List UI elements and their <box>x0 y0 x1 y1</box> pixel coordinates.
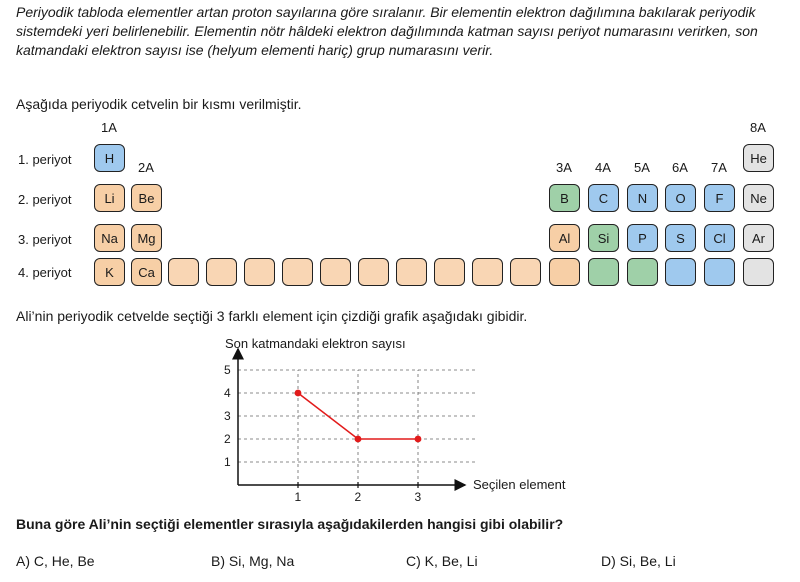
option-a[interactable]: A) C, He, Be <box>16 553 95 569</box>
d-block-cell <box>168 258 199 286</box>
element-he: He <box>743 144 774 172</box>
intro-paragraph: Periyodik tabloda elementler artan proton sayılarına göre sıralanır. Bir elementin elektron dağılımına bakılarak periyodik sistemdeki yeri belirlenebilir. Elementin nötr hâldeki elektron dağılımında katman sayısı periyot numarasını verirken, son katmandaki elektron sayısı ise (helyum elementi hariç) grup numarasını verir. <box>16 4 758 58</box>
d-block-cell <box>510 258 541 286</box>
periodic-table <box>0 118 800 288</box>
electron-chart <box>195 335 615 505</box>
element-c: C <box>588 184 619 212</box>
y-tick-label: 1 <box>224 455 231 469</box>
d-block-cell <box>358 258 389 286</box>
group3-cell <box>549 258 580 286</box>
group-label-3a: 3A <box>556 160 572 175</box>
element-f: F <box>704 184 735 212</box>
option-c[interactable]: C) K, Be, Li <box>406 553 478 569</box>
group-label-5a: 5A <box>634 160 650 175</box>
d-block-cell <box>206 258 237 286</box>
data-point <box>415 436 422 443</box>
y-tick-label: 2 <box>224 432 231 446</box>
data-point <box>295 390 302 397</box>
element-p: P <box>627 224 658 252</box>
group-label-7a: 7A <box>711 160 727 175</box>
period-label-3: 3. periyot <box>18 232 72 247</box>
element-be: Be <box>131 184 162 212</box>
group-label-1a: 1A <box>101 120 117 135</box>
period-label-1: 1. periyot <box>18 152 72 167</box>
d-block-cell <box>244 258 275 286</box>
x-tick-label: 1 <box>294 490 302 504</box>
y-axis-label: Son katmandaki elektron sayısı <box>225 336 406 351</box>
group4-cell <box>588 258 619 286</box>
element-n: N <box>627 184 658 212</box>
question-text: Buna göre Ali’nin seçtiği elementler sırasıyla aşağıdakilerden hangisi gibi olabilir? <box>16 516 564 532</box>
data-point <box>355 436 362 443</box>
element-al: Al <box>549 224 580 252</box>
element-li: Li <box>94 184 125 212</box>
element-na: Na <box>94 224 125 252</box>
d-block-cell <box>434 258 465 286</box>
element-ne: Ne <box>743 184 774 212</box>
group6-cell <box>665 258 696 286</box>
table-intro: Aşağıda periyodik cetvelin bir kısmı verilmiştir. <box>16 96 302 112</box>
element-cl: Cl <box>704 224 735 252</box>
element-b: B <box>549 184 580 212</box>
group5-cell <box>627 258 658 286</box>
period-label-4: 4. periyot <box>18 265 72 280</box>
group-label-2a: 2A <box>138 160 154 175</box>
option-b[interactable]: B) Si, Mg, Na <box>211 553 295 569</box>
chart-intro: Ali’nin periyodik cetvelde seçtiği 3 farklı element için çizdiği grafik aşağıdakı gibidir. <box>16 308 528 324</box>
d-block-cell <box>282 258 313 286</box>
x-axis-label: Seçilen element <box>473 477 566 492</box>
y-tick-label: 3 <box>224 409 231 423</box>
x-tick-label: 3 <box>414 490 422 504</box>
y-tick-label: 5 <box>224 363 231 377</box>
y-tick-label: 4 <box>224 386 231 400</box>
element-si: Si <box>588 224 619 252</box>
element-ca: Ca <box>131 258 162 286</box>
group-label-8a: 8A <box>750 120 766 135</box>
group-label-6a: 6A <box>672 160 688 175</box>
period-label-2: 2. periyot <box>18 192 72 207</box>
element-k: K <box>94 258 125 286</box>
element-mg: Mg <box>131 224 162 252</box>
element-h: H <box>94 144 125 172</box>
element-o: O <box>665 184 696 212</box>
group-label-4a: 4A <box>595 160 611 175</box>
x-tick-label: 2 <box>354 490 362 504</box>
group7-cell <box>704 258 735 286</box>
element-ar: Ar <box>743 224 774 252</box>
d-block-cell <box>320 258 351 286</box>
group8-cell <box>743 258 774 286</box>
element-s: S <box>665 224 696 252</box>
d-block-cell <box>396 258 427 286</box>
option-d[interactable]: D) Si, Be, Li <box>601 553 676 569</box>
d-block-cell <box>472 258 503 286</box>
